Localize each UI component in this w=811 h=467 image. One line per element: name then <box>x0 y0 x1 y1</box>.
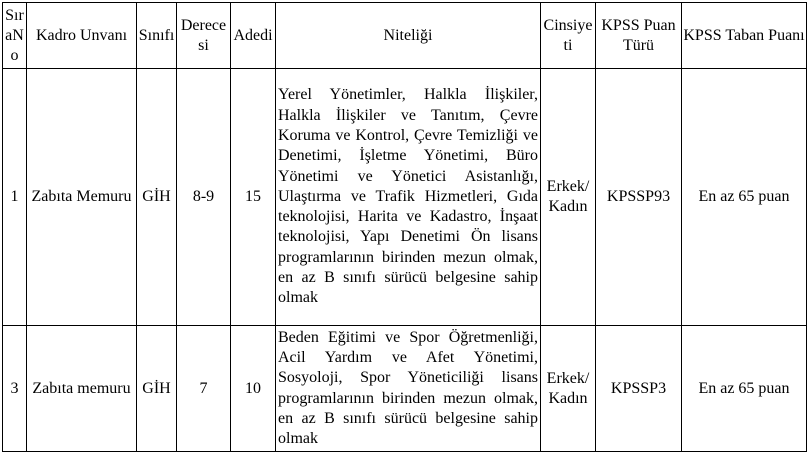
table-row <box>3 326 807 452</box>
cell-kadro-unvani: Zabıta Memuru <box>27 69 137 326</box>
header-cinsiyeti: Cinsiyeti <box>541 3 596 69</box>
kadro-table <box>2 2 807 452</box>
cell-niteligi: Yerel Yönetimler, Halkla İlişkiler, Halkla İlişkiler ve Tanıtım, Çevre Koruma ve Kontrol, Çevre Temizliği ve Denetimi, İşletme Yönetimi, Büro Yönetimi ve Yönetici Asistanlığı, Ulaştırma ve Trafik Hizmetleri, Gıda teknolojisi, Harita ve Kadastro, İnşaat teknolojisi, Yapı Denetimi Ön lisans programlarının birinden mezun olmak, en az B sınıfı sürücü belgesine sahip olmak <box>276 69 541 326</box>
cell-adedi: 15 <box>231 69 276 326</box>
cell-sira-no: 3 <box>3 326 27 452</box>
header-row <box>3 3 807 69</box>
header-derecesi: Derecesi <box>177 3 231 69</box>
header-sira-no: SıraNo <box>3 3 27 69</box>
cell-kpss-taban-puani: En az 65 puan <box>682 69 807 326</box>
cell-cinsiyeti: Erkek/ Kadın <box>541 326 596 452</box>
cell-sira-no: 1 <box>3 69 27 326</box>
cell-kadro-unvani: Zabıta memuru <box>27 326 137 452</box>
header-adedi: Adedi <box>231 3 276 69</box>
header-sinifi: Sınıfı <box>137 3 177 69</box>
header-kpss-puan-turu: KPSS Puan Türü <box>596 3 682 69</box>
cell-sinifi: GİH <box>137 326 177 452</box>
cell-kpss-taban-puani: En az 65 puan <box>682 326 807 452</box>
cell-niteligi: Beden Eğitimi ve Spor Öğretmenliği, Acil Yardım ve Afet Yönetimi, Sosyoloji, Spor Yöneticiliği lisans programlarının birinden mezun olmak, en az B sınıfı sürücü belgesine sahip olmak <box>276 326 541 452</box>
cell-sinifi: GİH <box>137 69 177 326</box>
header-niteligi: Niteliği <box>276 3 541 69</box>
header-kpss-taban-puani: KPSS Taban Puanı <box>682 3 807 69</box>
cell-derecesi: 8-9 <box>177 69 231 326</box>
cell-cinsiyeti: Erkek/ Kadın <box>541 69 596 326</box>
cell-kpss-puan-turu: KPSSP3 <box>596 326 682 452</box>
cell-derecesi: 7 <box>177 326 231 452</box>
cell-kpss-puan-turu: KPSSP93 <box>596 69 682 326</box>
table-row <box>3 69 807 326</box>
header-kadro-unvani: Kadro Unvanı <box>27 3 137 69</box>
cell-adedi: 10 <box>231 326 276 452</box>
